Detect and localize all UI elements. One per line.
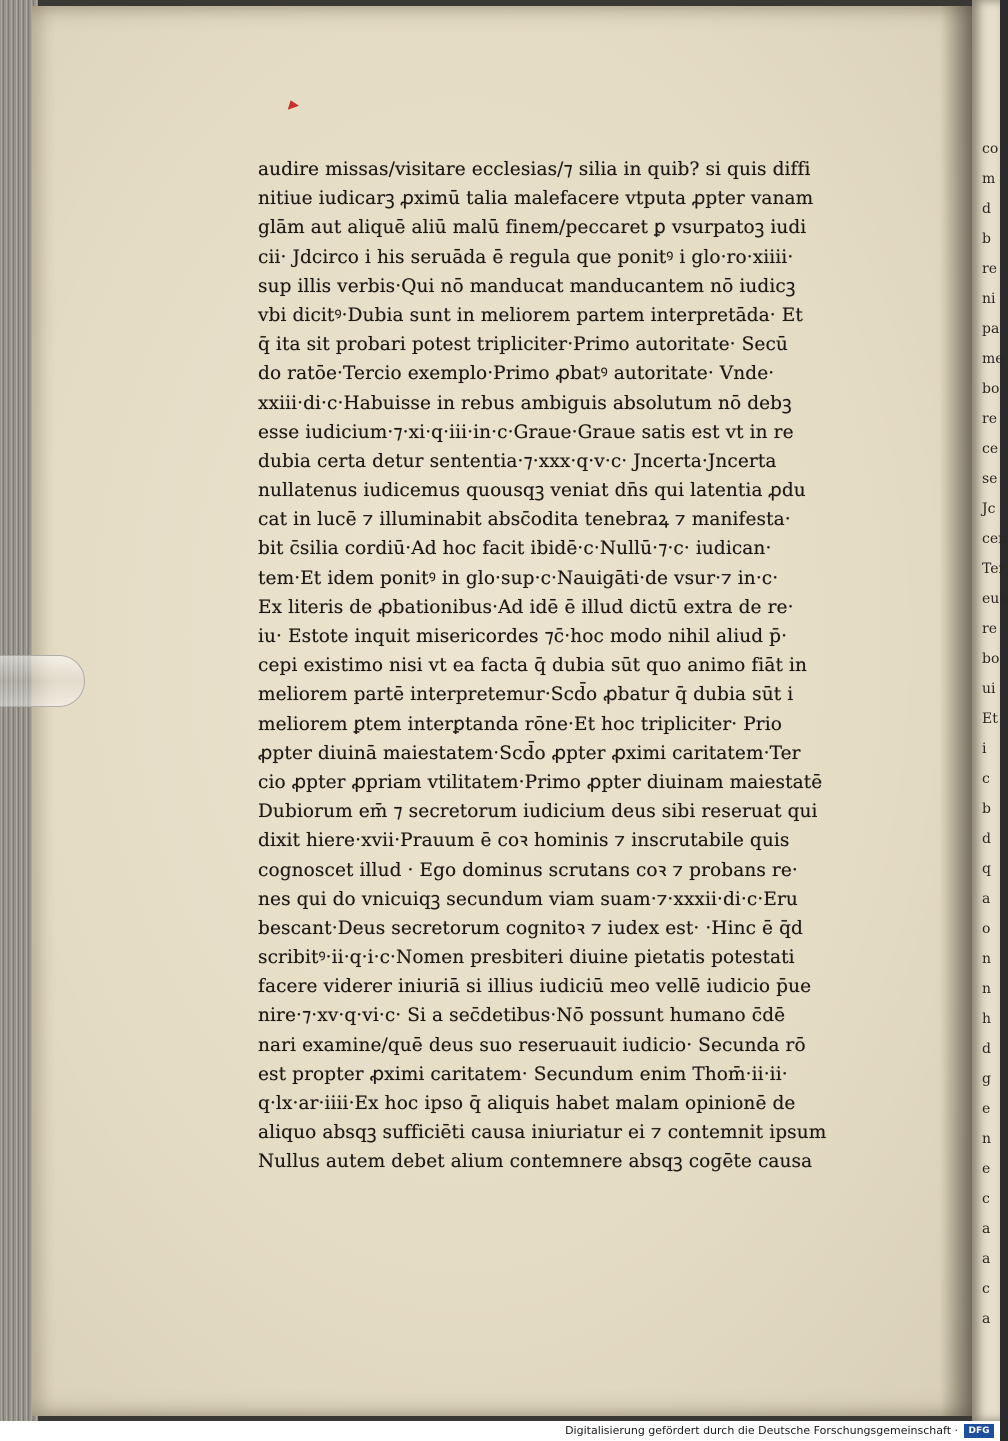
footer-bar (0, 1421, 1000, 1441)
text-line: cognoscet illud · Ego dominus scrutans coꝛ ⁊ probans re· (258, 859, 798, 881)
text-column (258, 155, 882, 1177)
text-line: nitiue iudicarꝫ ꝓximū talia malefacere vtputa ꝓpter vanam (258, 188, 814, 210)
text-line: Ex literis de ꝓbationibus·Ad idē ē illud dictū extra de re· (258, 596, 794, 618)
facing-page-fragment: m (982, 171, 996, 187)
facing-page-fragment: n (982, 1131, 992, 1147)
facing-page-fragment: ui (982, 681, 996, 697)
text-line: nire·⁊·xv·q·vi·c· Si a sec̄detibus·Nō possunt humano c̄dē (258, 1005, 786, 1027)
text-line: cii· Jdcirco i his seruāda ē regula que ponitꝰ i glo·ro·xiiii· (258, 246, 794, 268)
facing-page-fragment: re (982, 261, 997, 277)
text-line: aliquo absqꝫ sufficiēti causa iniuriatur ei ⁊ contemnit ipsum (258, 1122, 827, 1144)
text-line: vbi dicitꝰ·Dubia sunt in meliorem partem interpretāda· Et (258, 304, 803, 326)
text-line: bit c̄silia cordiū·Ad hoc facit ibidē·c·Nullū·⁊·c· iudican· (258, 538, 772, 560)
facing-page-fragment: c (982, 1281, 990, 1297)
facing-page-fragment: Jc (982, 501, 996, 517)
text-line: iu· Estote inquit misericordes ⁊c̄·hoc modo nihil aliud p̄· (258, 626, 788, 647)
text-line: nes qui do vnicuiqꝫ secundum viam suam·⁊·xxxii·di·c·Eru (258, 888, 798, 910)
facing-page-fragment: re (982, 411, 997, 427)
facing-page-fragment: e (982, 1161, 991, 1177)
text-line: bescant·Deus secretorum cognitoꝛ ⁊ iudex est· ·Hinc ē q̄d (258, 917, 803, 939)
facing-page-fragment: n (982, 981, 992, 997)
facing-page-fragment: b (982, 231, 991, 247)
text-line: xxiii·di·c·Habuisse in rebus ambiguis absolutum nō debꝫ (258, 392, 792, 414)
text-line: Nullus autem debet alium contemnere absqꝫ cogēte causa (258, 1151, 813, 1173)
text-line: q̄ ita sit probari potest tripliciter·Primo autoritate· Secū (258, 334, 788, 356)
text-line: cat in lucē ⁊ illuminabit absc̄odita tenebraꝝ ⁊ manifesta· (258, 509, 791, 531)
text-line: meliorem partē interpretemur·Scd̄o ꝓbatur q̄ dubia sūt i (258, 684, 794, 706)
facing-page-fragment: se (982, 471, 998, 487)
facing-page-fragment: re (982, 621, 997, 637)
page-clip (0, 655, 85, 707)
dfg-logo: DFG (964, 1424, 994, 1438)
text-line: scribitꝰ·ii·q·i·c·Nomen presbiteri diuine pietatis potestati (258, 947, 795, 969)
facing-page-fragment: c (982, 1191, 990, 1207)
facing-page-fragment: b (982, 801, 991, 817)
facing-page-fragment: e (982, 1101, 991, 1117)
text-line: ꝓpter diuinā maiestatem·Scd̄o ꝓpter ꝓximi caritatem·Ter (258, 742, 801, 764)
text-line: facere viderer iniuriā si illius iudiciū meo vellē iudicio p̄ue (258, 976, 812, 998)
facing-page-fragment: g (982, 1071, 991, 1087)
text-line: tem·Et idem ponitꝰ in glo·sup·c·Nauigāti·de vsur·⁊ in·c· (258, 567, 779, 589)
facing-page-fragment: Et (982, 711, 998, 727)
facing-page-fragment: h (982, 1011, 992, 1027)
text-line: nullatenus iudicemus quousqꝫ veniat dn̄s qui latentia ꝓdu (258, 480, 806, 502)
text-line: Dubiorum em̄ ⁊ secretorum iudicium deus sibi reseruat qui (258, 801, 818, 823)
facing-page-fragment: co (982, 141, 999, 157)
facing-page-fragment: Ter (982, 561, 1006, 577)
text-line: meliorem ꝑtem interꝑtanda rōne·Et hoc tripliciter· Prio (258, 713, 782, 735)
facing-page-fragment: pa (982, 321, 1000, 337)
text-line: sup illis verbis·Qui nō manducat manducantem nō iudicꝫ (258, 275, 796, 297)
text-line: esse iudicium·⁊·xi·q·iii·in·c·Graue·Graue satis est vt in re (258, 421, 794, 443)
facing-page-fragment: a (982, 1251, 991, 1267)
text-line: cepi existimo nisi vt ea facta q̄ dubia sūt quo animo fiāt in (258, 655, 807, 677)
facing-page-fragment: bo (982, 651, 1000, 667)
text-line: dixit hiere·xvii·Prauum ē coꝛ hominis ⁊ inscrutabile quis (258, 830, 790, 852)
text-line: audire missas/visitare ecclesias/⁊ silia in quib? si quis diffi (258, 159, 811, 180)
facing-page-fragment: c (982, 771, 990, 787)
facing-page-fragment: d (982, 1041, 991, 1057)
facing-page-fragment: ni (982, 291, 996, 307)
facing-page-fragments (972, 0, 1008, 1334)
facing-page-fragment: q (982, 861, 991, 877)
facing-page-fragment: bo (982, 381, 1000, 397)
text-line: dubia certa detur sententia·⁊·xxx·q·v·c· Jncerta·Jncerta (258, 450, 777, 472)
text-line: nari examine/quē deus suo reseruauit iudicio· Secunda rō (258, 1034, 806, 1056)
facing-page-fragment: n (982, 951, 992, 967)
text-line: q·lx·ar·iiii·Ex hoc ipso q̄ aliquis habet malam opinionē de (258, 1093, 796, 1114)
facing-page-fragment: eue (982, 591, 1008, 607)
facing-page-fragment: a (982, 1311, 991, 1327)
facing-page-fragment: me (982, 351, 1004, 367)
funding-credit: Digitalisierung gefördert durch die Deutsche Forschungsgemeinschaft · (565, 1424, 958, 1437)
facing-page-fragment: o (982, 921, 991, 937)
text-line: do ratōe·Tercio exemplo·Primo ꝓbatꝰ autoritate· Vnde· (258, 363, 775, 385)
facing-page-fragment: i (982, 741, 987, 757)
facing-page-fragment: cen (982, 531, 1008, 547)
facing-page-fragment: a (982, 1221, 991, 1237)
facing-page-fragment: ce (982, 441, 999, 457)
text-line: est propter ꝓximi caritatem· Secundum enim Thom̄·ii·ii· (258, 1063, 788, 1085)
facing-page-strip (972, 0, 1008, 1421)
facing-page-fragment: a (982, 891, 991, 907)
facing-page-fragment: d (982, 201, 991, 217)
text-line: glām aut aliquē aliū malū finem/peccaret ꝑ vsurpatoꝫ iudi (258, 217, 807, 239)
facing-page-fragment: d (982, 831, 991, 847)
text-line: cio ꝓpter ꝓpriam vtilitatem·Primo ꝓpter diuinam maiestatē (258, 771, 823, 793)
